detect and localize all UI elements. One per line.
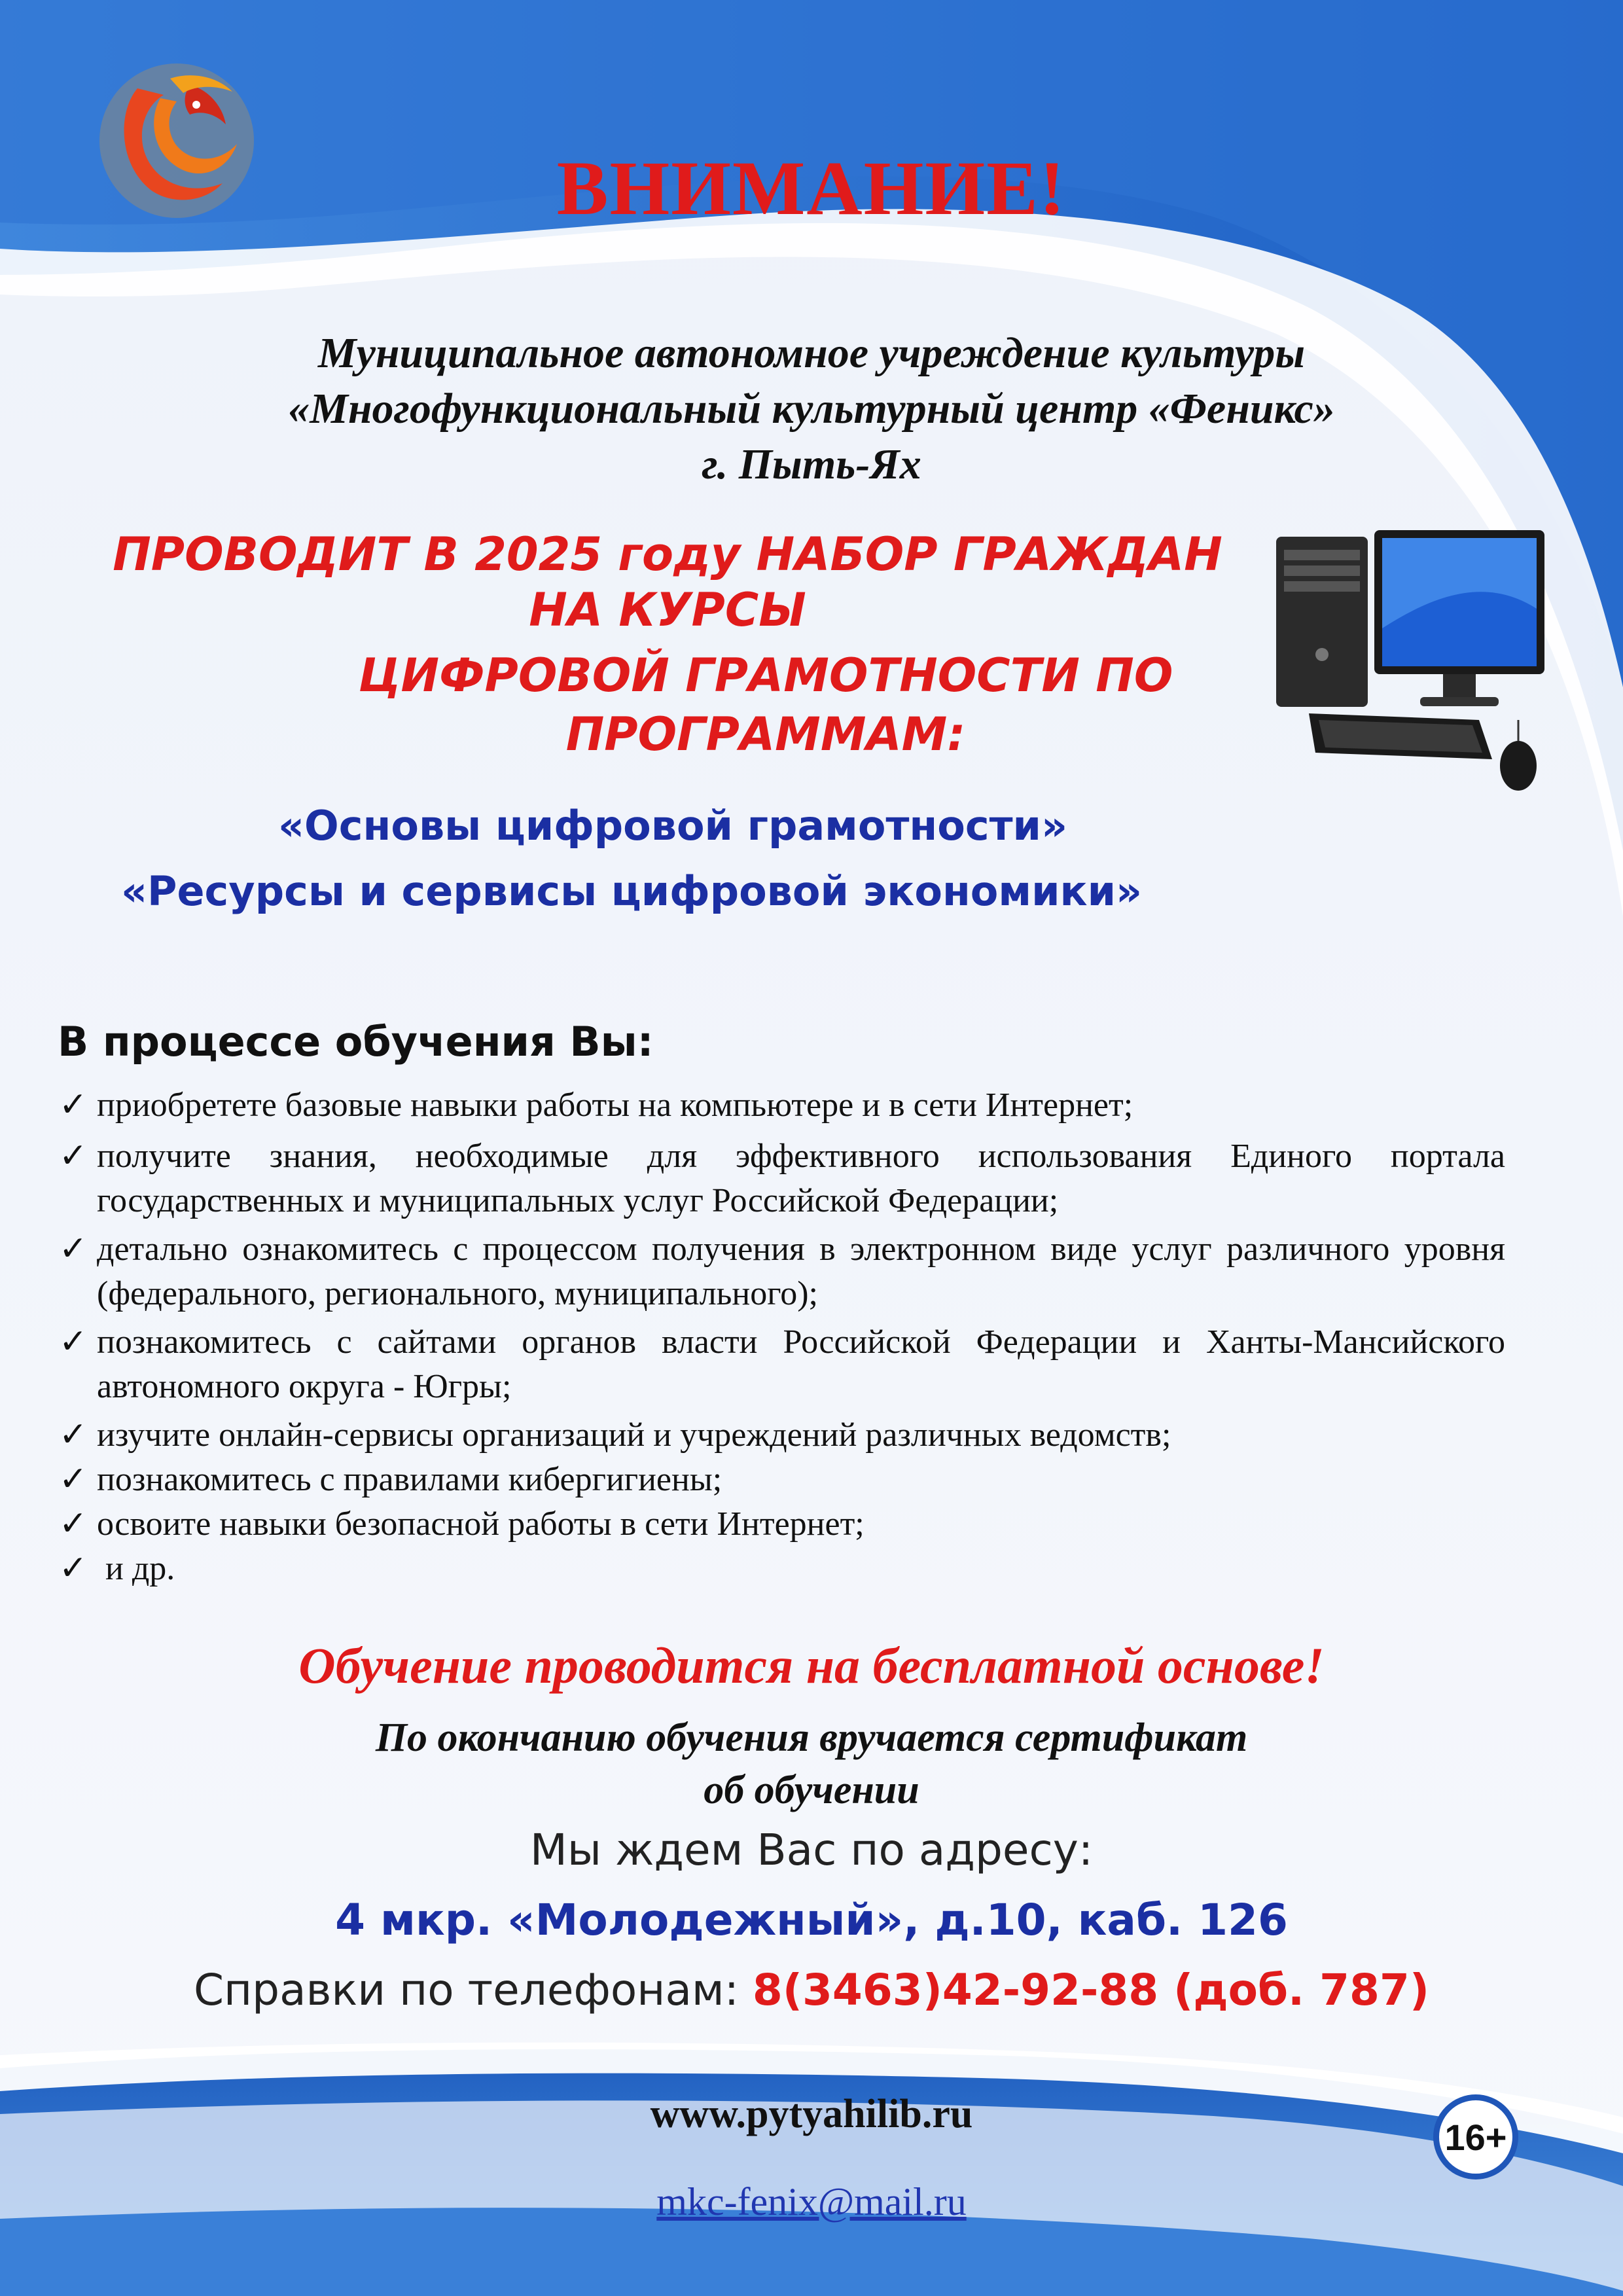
checkmark-icon: ✓ <box>59 1323 88 1361</box>
age-rating-badge: 16+ <box>1433 2094 1518 2179</box>
list-item: ✓ изучите онлайн-сервисы организаций и учреждений различных ведомств; <box>59 1413 1505 1458</box>
phone-number[interactable]: 8(3463)42-92-88 (доб. 787) <box>752 1965 1430 2015</box>
program-1: «Основы цифровой грамотности» <box>278 802 1068 850</box>
free-training-notice: Обучение проводится на бесплатной основе! <box>298 1637 1325 1694</box>
organization-line-2: «Многофункциональный культурный центр «Феникс» <box>288 385 1335 433</box>
list-item: ✓ детально ознакомитесь с процессом получения в электронном виде услуг различного уровня (федерального, регионального, муниципального); <box>59 1227 1505 1316</box>
organization-city: г. Пыть-Ях <box>702 440 921 488</box>
desktop-computer-icon <box>1270 524 1551 805</box>
phone-line <box>0 1965 1623 2015</box>
organization-line-1: Муниципальное автономное учреждение культуры <box>317 329 1306 377</box>
list-item: ✓ освоите навыки безопасной работы в сети Интернет; <box>59 1502 1505 1547</box>
checkmark-icon: ✓ <box>59 1230 88 1268</box>
attention-heading: ВНИМАНИЕ! <box>556 145 1067 231</box>
announcement-line-1: ПРОВОДИТ В 2025 году НАБОР ГРАЖДАН <box>113 528 1222 581</box>
announcement-line-4: ПРОГРАММАМ: <box>565 708 966 761</box>
phone-label: Справки по телефонам: <box>193 1965 753 2015</box>
checkmark-icon: ✓ <box>59 1550 88 1587</box>
learning-title: В процессе обучения Вы: <box>58 1018 654 1066</box>
list-item: ✓ и др. <box>59 1547 1505 1591</box>
certificate-line-2: об обучении <box>704 1768 919 1812</box>
checkmark-icon: ✓ <box>59 1505 88 1543</box>
certificate-line-1: По окончанию обучения вручается сертификат <box>375 1715 1248 1760</box>
list-item: ✓ получите знания, необходимые для эффективного использования Единого портала государственных и муниципальных услуг Российской Федерации; <box>59 1134 1505 1223</box>
announcement-line-2: НА КУРСЫ <box>529 583 806 637</box>
email-link[interactable]: mkc-fenix@mail.ru <box>656 2180 967 2223</box>
benefits-list <box>59 1083 1505 1591</box>
checkmark-icon: ✓ <box>59 1138 88 1175</box>
program-2: «Ресурсы и сервисы цифровой экономики» <box>121 867 1143 915</box>
certificate-notice <box>0 1712 1623 1816</box>
list-item: ✓ познакомитесь с сайтами органов власти Российской Федерации и Ханты-Мансийского автономного округа - Югры; <box>59 1320 1505 1409</box>
checkmark-icon: ✓ <box>59 1416 88 1454</box>
list-item: ✓ приобретете базовые навыки работы на компьютере и в сети Интернет; <box>59 1083 1505 1128</box>
checkmark-icon: ✓ <box>59 1461 88 1498</box>
address: 4 мкр. «Молодежный», д.10, каб. 126 <box>335 1895 1288 1945</box>
announcement-line-3: ЦИФРОВОЙ ГРАМОТНОСТИ ПО <box>358 649 1173 702</box>
address-intro: Мы ждем Вас по адресу: <box>529 1825 1094 1875</box>
checkmark-icon: ✓ <box>59 1086 88 1124</box>
list-item: ✓ познакомитесь с правилами кибергигиены; <box>59 1458 1505 1502</box>
website-link[interactable]: www.pytyahilib.ru <box>650 2092 973 2136</box>
